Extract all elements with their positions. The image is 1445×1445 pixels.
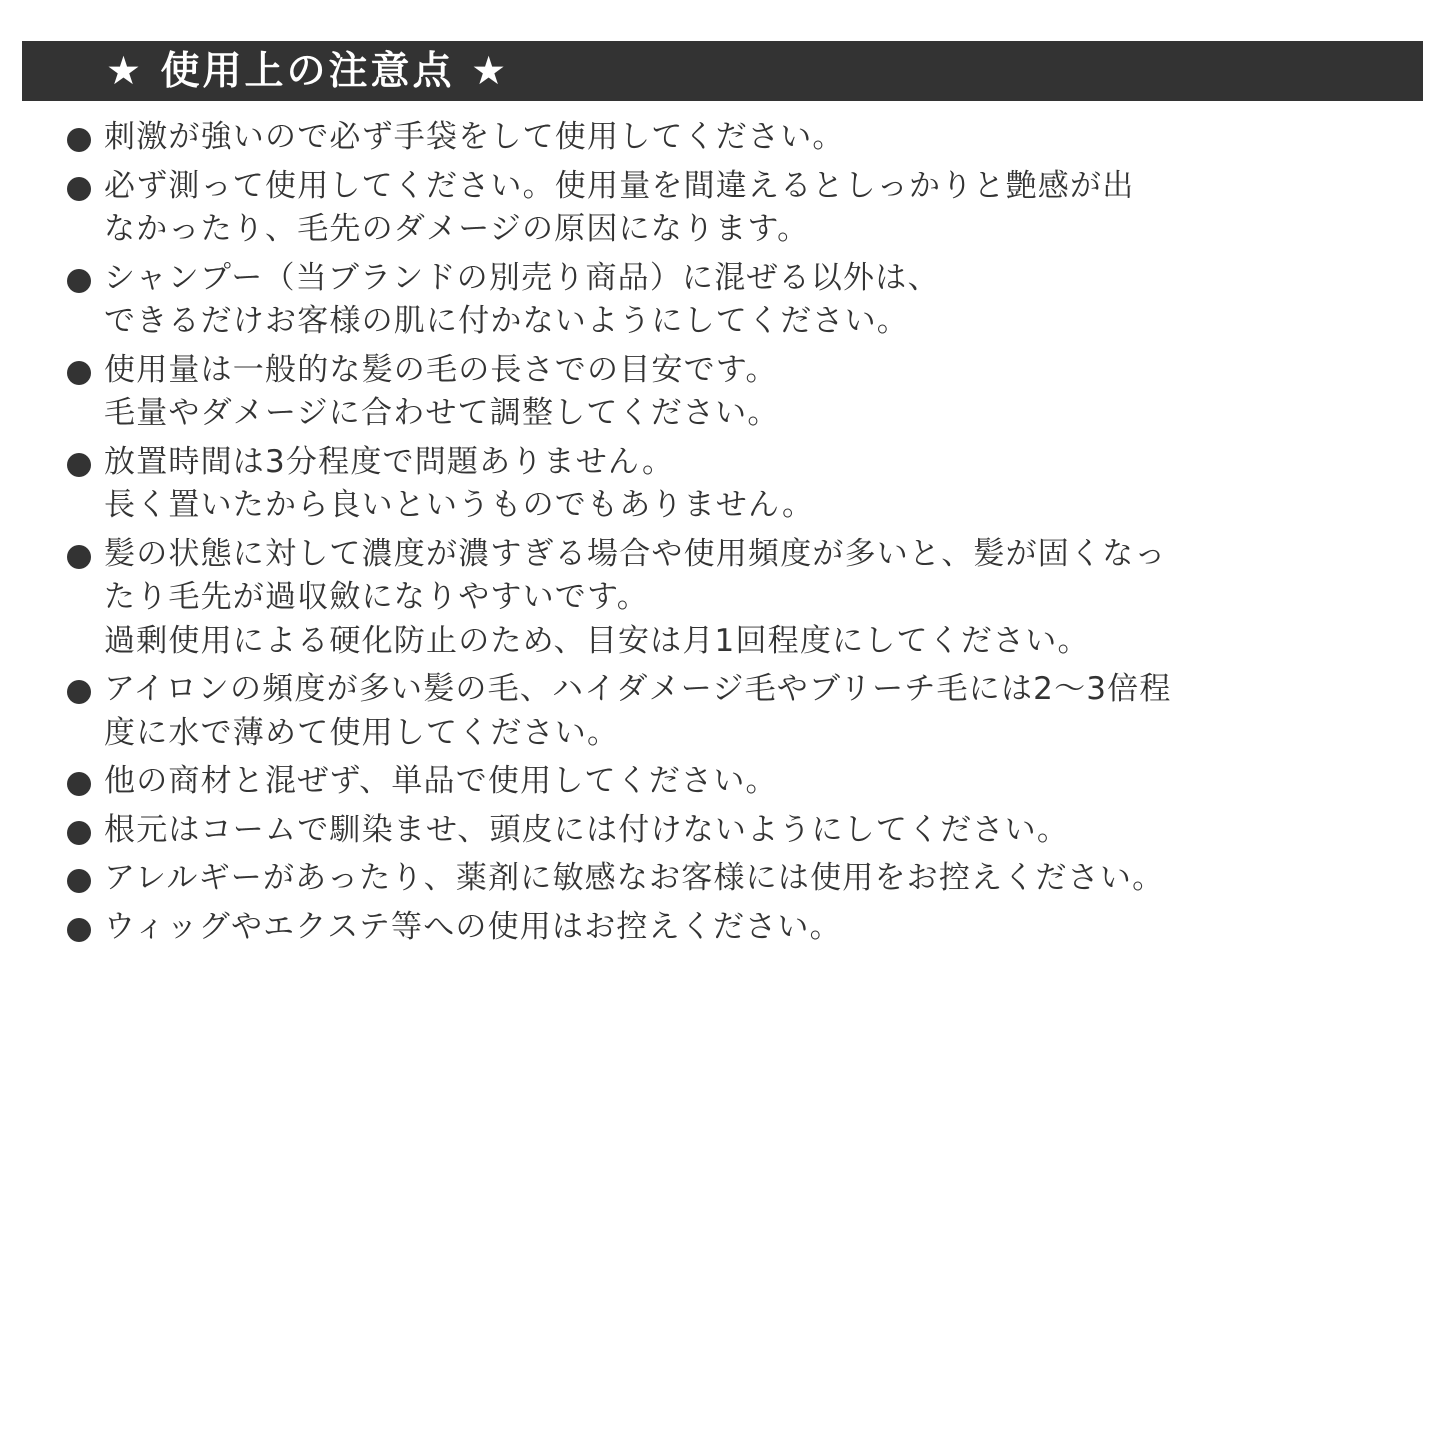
note-text: 刺激が強いので必ず手袋をして使用してください。 — [104, 119, 845, 155]
note-text: 度に水で薄めて使用してください。 — [104, 714, 620, 751]
bullet-icon — [67, 772, 91, 796]
bullet-icon — [67, 918, 91, 942]
note-text: 放置時間は3分程度で問題ありません。 — [104, 443, 675, 480]
list-item — [66, 165, 1396, 252]
note-text: 髪の状態に対して濃度が濃すぎる場合や使用頻度が多いと、髪が固くなっ — [104, 535, 1167, 572]
precautions-list — [66, 116, 1396, 954]
list-item — [66, 809, 1396, 853]
note-text: 使用量は一般的な髪の毛の長さでの目安です。 — [104, 351, 778, 388]
list-item — [66, 668, 1396, 755]
note-text: 毛量やダメージに合わせて調整してください。 — [104, 395, 780, 431]
note-text: 過剰使用による硬化防止のため、目安は月1回程度にしてください。 — [104, 622, 1090, 659]
bullet-icon — [67, 361, 91, 385]
list-item — [66, 441, 1396, 528]
bullet-icon — [67, 821, 91, 845]
list-item — [66, 533, 1396, 664]
note-text: 根元はコームで馴染ませ、頭皮には付けないようにしてください。 — [104, 811, 1070, 848]
bullet-icon — [67, 545, 91, 569]
list-item — [66, 349, 1396, 436]
note-text: ウィッグやエクステ等への使用はお控えください。 — [104, 908, 842, 945]
bullet-icon — [67, 453, 91, 477]
note-text: 必ず測って使用してください。使用量を間違えるとしっかりと艶感が出 — [104, 167, 1135, 204]
bullet-icon — [67, 128, 91, 152]
list-item — [66, 760, 1396, 804]
note-text: アイロンの頻度が多い髪の毛、ハイダメージ毛やブリーチ毛には2～3倍程 — [104, 671, 1172, 707]
list-item — [66, 906, 1396, 950]
header-bar — [22, 41, 1423, 101]
note-text: 他の商材と混ぜず、単品で使用してください。 — [104, 763, 778, 799]
note-text: シャンプー（当ブランドの別売り商品）に混ぜる以外は、 — [104, 259, 940, 296]
list-item — [66, 857, 1396, 901]
list-item — [66, 257, 1396, 344]
note-text: 長く置いたから良いというものでもありません。 — [104, 487, 815, 523]
note-text: できるだけお客様の肌に付かないようにしてください。 — [104, 303, 909, 339]
bullet-icon — [67, 269, 91, 293]
bullet-icon — [67, 177, 91, 201]
note-text: なかったり、毛先のダメージの原因になります。 — [104, 211, 810, 247]
bullet-icon — [67, 869, 91, 893]
note-text: アレルギーがあったり、薬剤に敏感なお客様には使用をお控えください。 — [104, 860, 1165, 896]
page-title: ★ 使用上の注意点 ★ — [106, 48, 510, 94]
list-item — [66, 116, 1396, 160]
bullet-icon — [67, 680, 91, 704]
note-text: たり毛先が過収斂になりやすいです。 — [104, 579, 649, 615]
